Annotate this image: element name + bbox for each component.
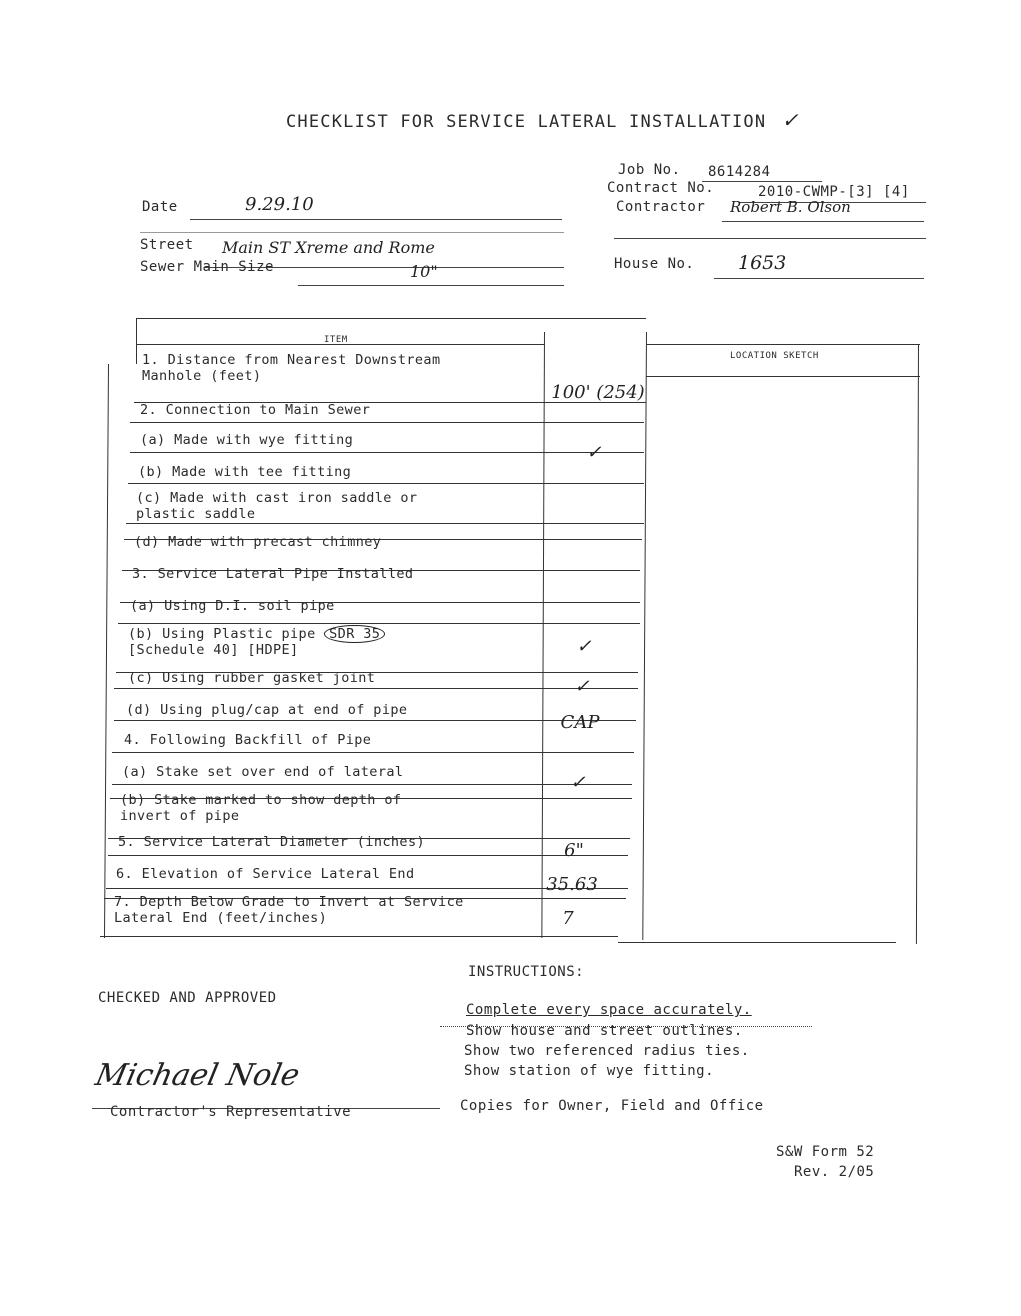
instruction-line-3: Show two referenced radius ties. (464, 1043, 750, 1059)
form-revision: Rev. 2/05 (794, 1164, 875, 1180)
instruction-line-4: Show station of wye fitting. (464, 1063, 715, 1079)
date-label: Date (142, 199, 178, 215)
form-number: S&W Form 52 (776, 1144, 875, 1160)
row-3c-label: (c) Using rubber gasket joint (128, 670, 376, 686)
job-no-value: 8614284 (708, 164, 771, 180)
row-6-value: 35.63 (546, 874, 598, 895)
row-2c-label: (c) Made with cast iron saddle or plastic saddle (136, 490, 418, 522)
row-7-value: 7 (562, 908, 574, 929)
row-7-label: 7. Depth Below Grade to Invert at Service Lateral End (feet/inches) (114, 894, 464, 926)
row-5-label: 5. Service Lateral Diameter (inches) (118, 834, 425, 850)
house-no-label: House No. (614, 256, 695, 272)
row-4a-value: ✓ (570, 772, 586, 793)
row-2a-value: ✓ (586, 442, 602, 463)
street-label: Street (140, 237, 194, 253)
row-6-label: 6. Elevation of Service Lateral End (116, 866, 415, 882)
row-3b-label: (b) Using Plastic pipe SDR 35 [Schedule 40] [HDPE] (128, 626, 385, 658)
instructions-heading: INSTRUCTIONS: (468, 964, 585, 980)
item-column-header: ITEM (324, 335, 348, 345)
contractor-representative-label: Contractor's Representative (110, 1104, 352, 1120)
sketch-column-header: LOCATION SKETCH (730, 351, 819, 361)
row-3b-value: ✓ (576, 636, 592, 657)
contractor-label: Contractor (616, 199, 706, 215)
title-check-mark: ✓ (781, 108, 800, 132)
row-4-label: 4. Following Backfill of Pipe (124, 732, 372, 748)
signature: Michael Nole (92, 1058, 303, 1093)
instruction-line-2: Show house and street outlines. (466, 1023, 743, 1039)
row-2-label: 2. Connection to Main Sewer (140, 402, 371, 418)
date-value: 9.29.10 (245, 194, 314, 215)
row-5-value: 6" (564, 840, 584, 861)
row-4b-label: (b) Stake marked to show depth of invert of pipe (120, 792, 402, 824)
house-no-value: 1653 (738, 252, 787, 274)
sewer-main-size-value: 10" (410, 262, 438, 281)
contractor-value: Robert B. Olson (730, 198, 851, 216)
sdr35-circled: SDR 35 (324, 625, 385, 643)
page-title: CHECKLIST FOR SERVICE LATERAL INSTALLATION ✓ (286, 108, 800, 132)
copies-note: Copies for Owner, Field and Office (460, 1098, 764, 1114)
row-1-value: 100' (254) (551, 382, 645, 403)
row-3c-value: ✓ (574, 676, 590, 697)
row-2d-label: (d) Made with precast chimney (134, 534, 382, 550)
row-3d-value: CAP (560, 712, 600, 733)
job-no-label: Job No. (618, 162, 681, 178)
instruction-line-1: Complete every space accurately. (466, 1002, 752, 1018)
checklist-table (100, 318, 920, 944)
row-1-label: 1. Distance from Nearest Downstream Manhole (feet) (142, 352, 441, 384)
row-3d-label: (d) Using plug/cap at end of pipe (126, 702, 408, 718)
sewer-main-size-label: Sewer Main Size (140, 259, 274, 275)
row-3-label: 3. Service Lateral Pipe Installed (132, 566, 414, 582)
row-3a-label: (a) Using D.I. soil pipe (130, 598, 335, 614)
checked-approved-label: CHECKED AND APPROVED (98, 990, 277, 1006)
row-4a-label: (a) Stake set over end of lateral (122, 764, 404, 780)
contract-no-label: Contract No. (607, 180, 715, 196)
street-value: Main ST Xreme and Rome (222, 238, 435, 257)
contract-no-value: 2010-CWMP-[3] [4] (758, 184, 910, 200)
row-2b-label: (b) Made with tee fitting (138, 464, 352, 480)
row-2a-label: (a) Made with wye fitting (140, 432, 354, 448)
